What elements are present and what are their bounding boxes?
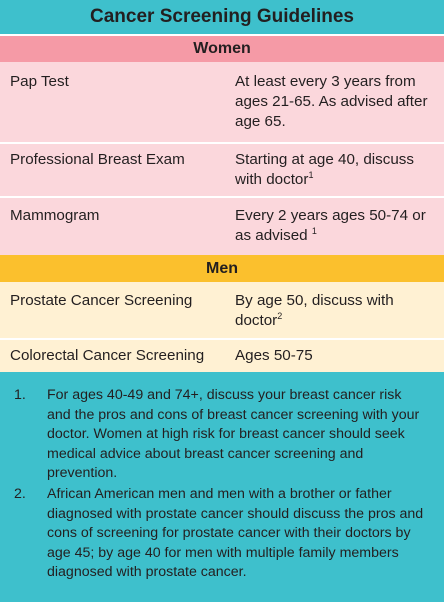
men-section-heading: Men: [0, 255, 444, 282]
women-section-heading: Women: [0, 36, 444, 62]
page-title: Cancer Screening Guidelines: [0, 0, 444, 34]
test-name: Prostate Cancer Screening: [10, 292, 193, 309]
table-row: [0, 282, 444, 338]
table-row: [0, 144, 444, 196]
table-row: [0, 198, 444, 255]
footnote-number: 1.: [14, 387, 26, 403]
test-guideline: Every 2 years ages 50-74 or as advised $^1$: [235, 207, 426, 244]
test-guideline: At least every 3 years from ages 21-65. As advised after age 65.: [235, 73, 428, 130]
footnote-ref: 1: [308, 170, 314, 180]
footnote-ref: 1: [311, 226, 317, 236]
footnote-text: African American men and men with a brother or father diagnosed with prostate cancer should discuss the pros and cons of screening for prostate cancer with their doctors by age 45; by age 40 for men with multiple family members diagnosed with prostate cancer.: [47, 486, 424, 580]
test-name: Pap Test: [10, 73, 69, 90]
test-guideline: By age 50, discuss with doctor$^2$: [235, 292, 394, 329]
footnote-ref: 2: [277, 311, 283, 321]
test-guideline: Starting at age 40, discuss with doctor$^1$: [235, 151, 414, 188]
footnote-text: For ages 40-49 and 74+, discuss your breast cancer risk and the pros and cons of breast cancer screening with your doctor. Women at high risk for breast cancer should seek medical advice about breast cancer screening and prevention.: [47, 387, 420, 481]
test-name: Professional Breast Exam: [10, 151, 185, 168]
test-name: Mammogram: [10, 207, 100, 224]
footnote-number: 2.: [14, 486, 26, 502]
table-row: [0, 340, 444, 372]
footnotes-panel: [0, 372, 444, 602]
test-guideline: Ages 50-75: [235, 347, 313, 364]
table-row: [0, 62, 444, 142]
test-name: Colorectal Cancer Screening: [10, 347, 205, 364]
